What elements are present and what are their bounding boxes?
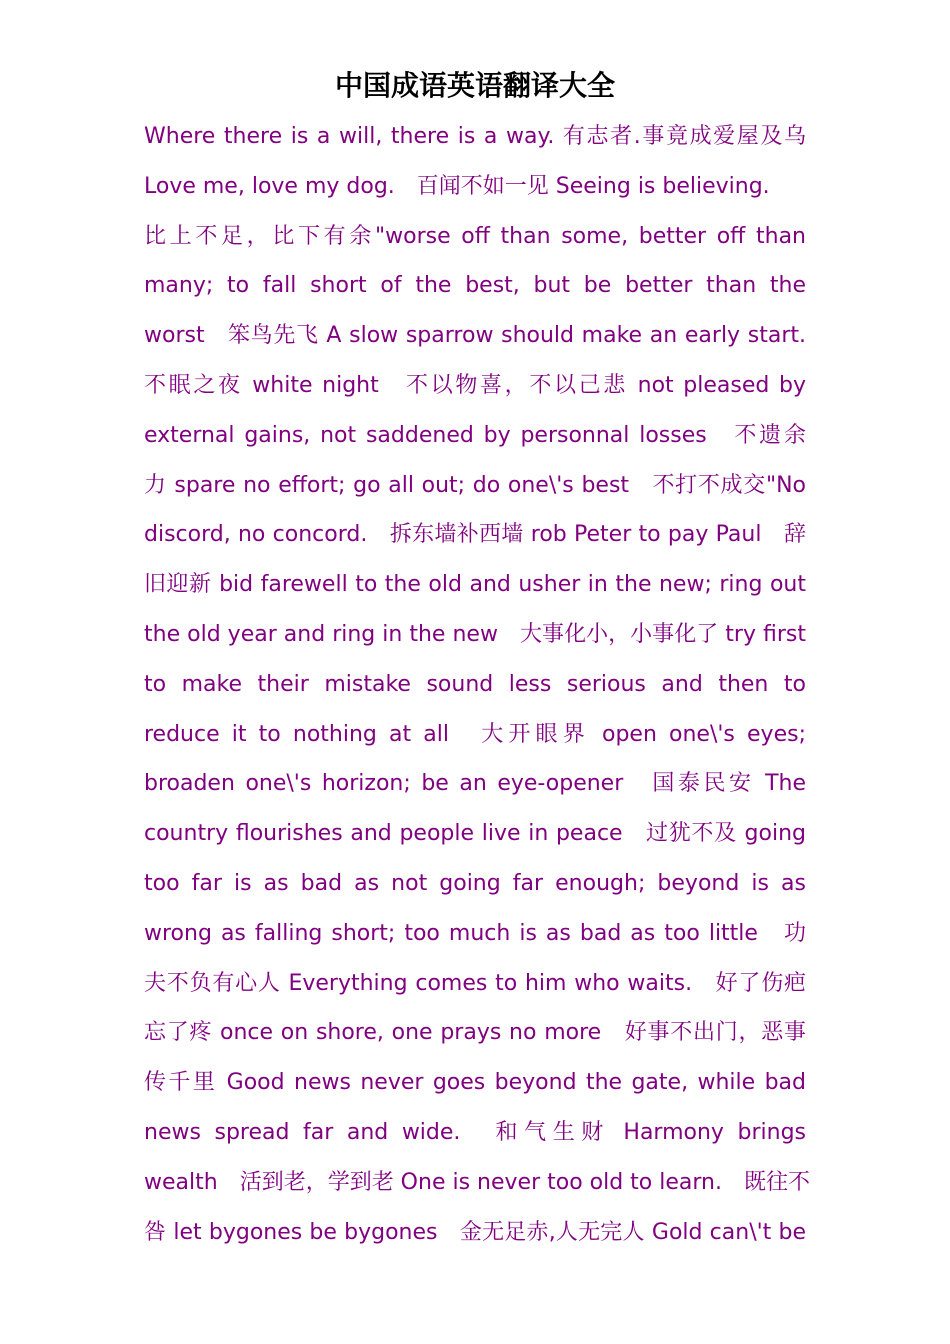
text-line: 力 spare no effort; go all out; do one\'s best 不打不成交"No: [144, 472, 806, 498]
text-line: 旧迎新 bid farewell to the old and usher in the new; ring out: [144, 572, 806, 598]
text-line: worst 笨鸟先飞 A slow sparrow should make an early start.: [144, 323, 806, 349]
text-line: external gains, not saddened by personnal losses 不遗余: [144, 422, 806, 448]
text-line: 传千里 Good news never goes beyond the gate, while bad: [144, 1070, 806, 1096]
document-title: 中国成语英语翻译大全: [334, 69, 615, 102]
text-line: 夫不负有心人 Everything comes to him who waits. 好了伤疤: [144, 970, 806, 996]
text-line: wealth 活到老，学到老 One is never too old to learn. 既往不: [144, 1169, 810, 1195]
text-line: reduce it to nothing at all 大开眼界 open one\'s eyes;: [144, 721, 806, 747]
text-line: 忘了疼 once on shore, one prays no more 好事不出门，恶事: [144, 1020, 806, 1046]
text-line: the old year and ring in the new 大事化小，小事化了 try first: [144, 621, 806, 647]
text-line: wrong as falling short; too much is as bad as too little 功: [144, 920, 806, 946]
text-line: discord, no concord. 拆东墙补西墙 rob Peter to pay Paul 辞: [144, 522, 806, 548]
text-line: 比上不足，比下有余"worse off than some, better off than: [144, 223, 806, 249]
text-line: 不眠之夜 white night 不以物喜，不以己悲 not pleased by: [144, 372, 806, 398]
text-line: to make their mistake sound less serious and then to: [144, 671, 806, 697]
text-line: news spread far and wide. 和气生财 Harmony brings: [144, 1119, 806, 1145]
text-line: too far is as bad as not going far enough; beyond is as: [144, 870, 806, 896]
text-line: country flourishes and people live in peace 过犹不及 going: [144, 821, 806, 847]
text-line: 咎 let bygones be bygones 金无足赤,人无完人 Gold can\'t be: [144, 1219, 806, 1245]
document-body: [144, 117, 810, 1262]
text-line: Love me, love my dog. 百闻不如一见 Seeing is believing.: [144, 173, 770, 199]
text-line: broaden one\'s horizon; be an eye-opener 国泰民安 The: [144, 771, 806, 797]
text-line: Where there is a will, there is a way. 有志者.事竟成爱屋及乌: [144, 124, 806, 149]
text-line: many; to fall short of the best, but be better than the: [144, 273, 806, 299]
